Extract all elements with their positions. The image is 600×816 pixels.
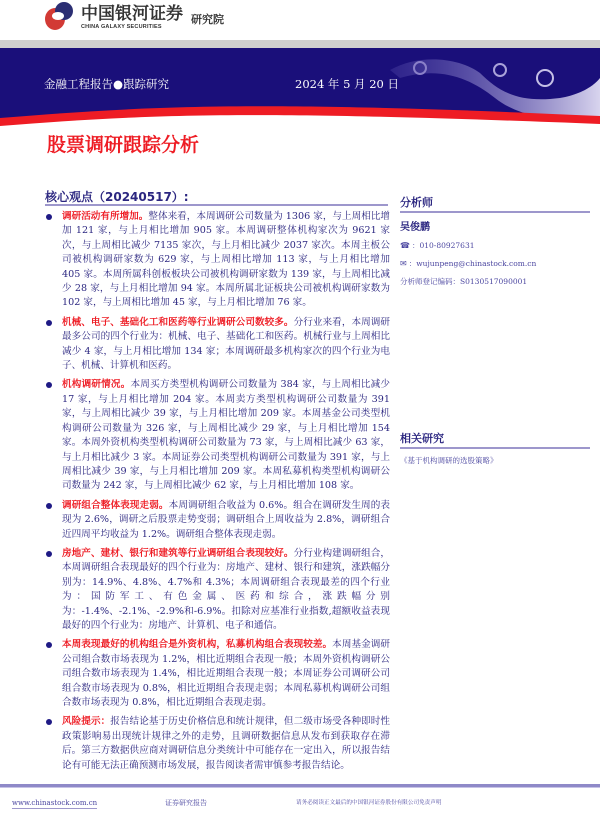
- report-date: 2024 年 5 月 20 日: [295, 77, 399, 91]
- bullet-icon: [46, 503, 52, 509]
- divider: [45, 204, 388, 206]
- report-banner: [0, 48, 600, 133]
- bullet-text: 本周基金调研公司组合数市场表现为 1.2%，相比近期组合表现一般；本周外资机构调研公司组合数市场表现为 1.4%，相比近期组合表现一般；本周证券公司调研公司组合数市场表现为 0.8%，相比近期组合表现走弱；本周私募机构调研公司组合数市场表现为 0.8%，相比近期组合表现走弱。: [62, 639, 391, 708]
- bullet-icon: [46, 551, 52, 557]
- analyst-phone: [400, 240, 590, 251]
- header-divider: [0, 40, 600, 48]
- bullet-text: 分行业构建调研组合，本周调研组合表现最好的四个行业为：房地产、建材、银行和建筑，涨跌幅分别为：14.9%、4.8%、4.7%和 4.3%；本周调研组合表现最差的四个行业为：国防军工、有色金属、医药和综合，涨跌幅分别为：-1.4%、-2.1%、-2.9%和-6.9%。扣除对应基准行业指数,超额收益表现最好的四个行业为：房地产、计算机、电子和通信。: [62, 547, 391, 631]
- bullet-text: 本周买方类型机构调研公司数量为 384 家，与上周相比减少 17 家，与上月相比增加 204 家。本周卖方类型机构调研公司数量为 391 家，与上周相比减少 39 家，与上月相比增加 209 家。本周基金公司类型机构调研公司数量为 326 家，与上周相比减少 29 家，与上月相比增加 154 家。本周外资机构类型机构调研公司数量为 73 家，与上周相比减少 63 家，与上月相比减少 3 家。本周证券公司类型机构调研公司数量为 391 家，与上周相比减少 39 家，与上月相比增加 209 家。本周私募机构类型机构调研公司数量为 242 家，与上周相比减少 62 家，与上月相比增加 108 家。: [62, 379, 390, 492]
- bullet-icon: [46, 719, 52, 725]
- phone-number: ：010-80927631: [411, 241, 475, 250]
- list-item: [42, 210, 390, 311]
- report-type: 金融工程报告●跟踪研究: [44, 77, 170, 91]
- report-title: 股票调研跟踪分析: [47, 134, 200, 156]
- list-item: [42, 316, 390, 374]
- bullet-highlight: 调研组合整体表现走弱。: [62, 499, 169, 511]
- related-research-panel: [400, 430, 590, 466]
- galaxy-logo-icon: [45, 2, 73, 32]
- bullet-icon: [46, 320, 52, 326]
- footer-disclaimer: 请务必阅读正文最后的中国银河证券股份有限公司免责声明: [296, 800, 442, 806]
- bullet-icon: [46, 382, 52, 388]
- logo-english-name: CHINA GALAXY SECURITIES: [81, 23, 162, 30]
- bullet-highlight: 房地产、建材、银行和建筑等行业调研组合表现较好。: [62, 547, 294, 559]
- email-icon: ✉: [400, 259, 407, 268]
- footer-website-link[interactable]: www.chinastock.com.cn: [12, 799, 98, 807]
- bullet-text: 分行业来看，本周调研最多公司的四个行业为：机械、电子、基础化工和医药。机械行业与上周相比减少 4 家，与上月相比增加 134 家；本周调研最多机构家次的四个行业为电子、机械、计算机和医药。: [62, 316, 391, 372]
- footer-divider: [0, 784, 600, 788]
- bullet-icon: [46, 214, 52, 220]
- related-research-link[interactable]: 《基于机构调研的选股策略》: [400, 456, 498, 465]
- list-item: [42, 378, 390, 493]
- core-views-heading: 核心观点（20240517）:: [45, 190, 189, 204]
- analyst-heading: 分析师: [400, 194, 590, 213]
- analyst-panel: [400, 194, 590, 287]
- analyst-registration: 分析师登记编码：S0130517090001: [400, 277, 528, 286]
- bullet-text: 报告结论基于历史价格信息和统计规律，但二级市场受各种即时性政策影响易出现统计规律之外的走势，且调研数据信息从发布到获取存在滞后。第三方数据供应商对调研信息分类统计中可能存在一定出入，所以报告结论有可能无法正确预测市场发展，报告阅读者需审慎参考报告结论。: [62, 716, 391, 771]
- bullet-highlight: 本周表现最好的机构组合是外资机构，私募机构组合表现较差。: [62, 639, 333, 651]
- footer-report-label: 证券研究报告: [165, 799, 207, 807]
- bullet-text: 整体来看，本周调研公司数量为 1306 家，与上周相比增加 121 家，与上月相比增加 905 家。本周调研整体机构家次为 9621 家次，与上周相比减少 7135 家次，与上月相比减少 2037 家次。本周主板公司被机构调研家数为 629 家，与上周相比增加 113 家，与上月相比增加 405 家。本周所属科创板板块公司被机构调研家数为 139 家，与上周相比减少 28 家，与上月相比增加 94 家。本周所属北证板块公司被机构调研家数为 102 家，与上周相比增加 45 家，与上月相比增加 76 家。: [62, 211, 391, 309]
- list-item: [42, 499, 390, 542]
- company-logo: [45, 0, 224, 34]
- list-item: [42, 638, 390, 710]
- bullet-highlight: 调研活动有所增加。: [62, 211, 149, 222]
- phone-icon: ☎: [400, 241, 410, 250]
- bullet-highlight: 风险提示：: [62, 716, 111, 728]
- bullet-icon: [46, 642, 52, 648]
- core-views-list: [42, 210, 390, 778]
- bullet-highlight: 机械、电子、基础化工和医药等行业调研公司数较多。: [62, 316, 294, 328]
- logo-chinese-name: 中国银河证券: [81, 3, 183, 24]
- email-address[interactable]: ：wujunpeng@chinastock.com.cn: [408, 259, 537, 268]
- bullet-highlight: 机构调研情况。: [62, 379, 131, 391]
- related-research-heading: 相关研究: [400, 430, 590, 449]
- list-item: [42, 547, 390, 633]
- institute-label: 研究院: [191, 13, 224, 26]
- analyst-name: 吴俊鹏: [400, 222, 430, 233]
- analyst-email: [400, 258, 590, 269]
- bullet-text: 本周调研组合收益为 0.6%。组合在调研发生周的表现为 2.6%，调研之后股票走势变弱；调研组合上周收益为 2.8%，调研组合近四周平均收益为 1.2%。调研组合整体表现走弱。: [62, 499, 390, 540]
- list-item: [42, 715, 390, 773]
